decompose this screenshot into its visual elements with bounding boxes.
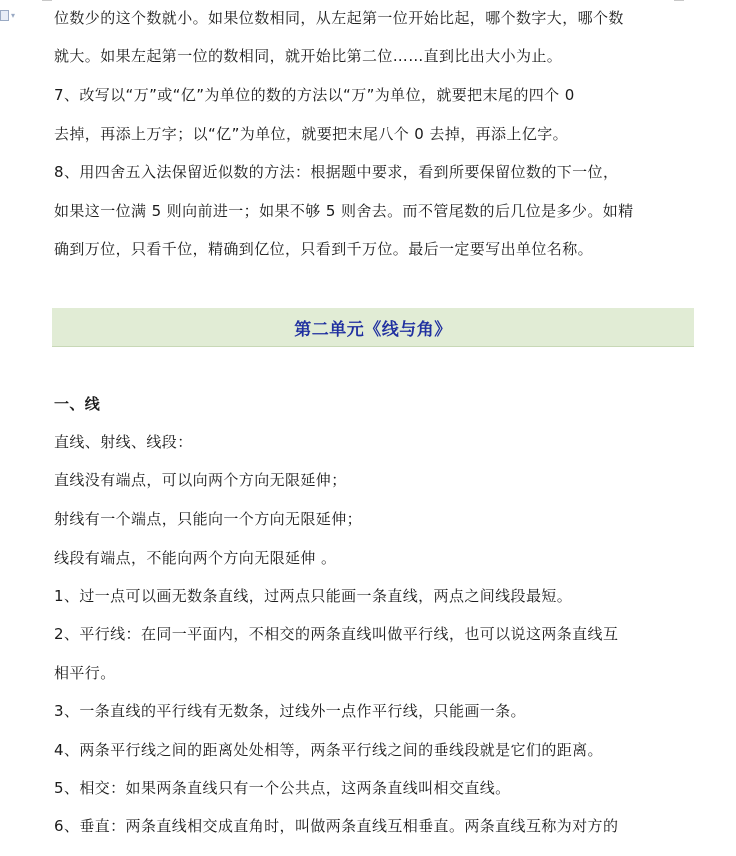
paragraph-line: 5、相交：如果两条直线只有一个公共点，这两条直线叫相交直线。 xyxy=(54,779,511,797)
paragraph-line: 位数少的这个数就小。如果位数相同，从左起第一位开始比起，哪个数字大，哪个数 xyxy=(54,9,624,27)
paragraph-line: 1、过一点可以画无数条直线，过两点只能画一条直线，两点之间线段最短。 xyxy=(54,587,573,605)
chevron-down-icon: ▾ xyxy=(11,10,16,20)
paragraph-line: 如果这一位满 5 则向前进一；如果不够 5 则舍去。而不管尾数的后几位是多少。如精 xyxy=(54,202,634,220)
paragraph-line: 3、一条直线的平行线有无数条，过线外一点作平行线，只能画一条。 xyxy=(54,702,526,720)
paragraph-line: 4、两条平行线之间的距离处处相等，两条平行线之间的垂线段就是它们的距离。 xyxy=(54,741,603,759)
paragraph-line: 7、改写以“万”或“亿”为单位的数的方法以“万”为单位，就要把末尾的四个 0 xyxy=(54,86,575,104)
paragraph-line: 6、垂直：两条直线相交成直角时，叫做两条直线互相垂直。两条直线互称为对方的 xyxy=(54,817,619,835)
paragraph-line: 线段有端点，不能向两个方向无限延伸 。 xyxy=(54,549,337,567)
page-marker[interactable] xyxy=(0,8,22,26)
section-heading: 一、线 xyxy=(54,395,101,413)
page-corner-mark-right xyxy=(674,0,684,1)
paragraph-line: 相平行。 xyxy=(54,664,116,682)
page-icon xyxy=(0,10,9,21)
paragraph-line: 8、用四舍五入法保留近似数的方法：根据题中要求，看到所要保留位数的下一位， xyxy=(54,163,619,181)
page-corner-mark-left xyxy=(42,0,52,1)
paragraph-line: 直线、射线、线段： xyxy=(54,433,193,451)
paragraph-line: 去掉，再添上万字；以“亿”为单位，就要把末尾八个 0 去掉，再添上亿字。 xyxy=(54,125,569,143)
paragraph-line: 射线有一个端点，只能向一个方向无限延伸； xyxy=(54,510,363,528)
paragraph-line: 就大。如果左起第一位的数相同，就开始比第二位……直到比出大小为止。 xyxy=(54,47,563,65)
paragraph-line: 直线没有端点，可以向两个方向无限延伸； xyxy=(54,471,347,489)
paragraph-line: 确到万位，只看千位，精确到亿位，只看到千万位。最后一定要写出单位名称。 xyxy=(54,240,594,258)
unit-title: 第二单元《线与角》 xyxy=(294,319,452,340)
unit-title-banner xyxy=(52,308,694,347)
paragraph-line: 2、平行线：在同一平面内，不相交的两条直线叫做平行线，也可以说这两条直线互 xyxy=(54,625,619,643)
